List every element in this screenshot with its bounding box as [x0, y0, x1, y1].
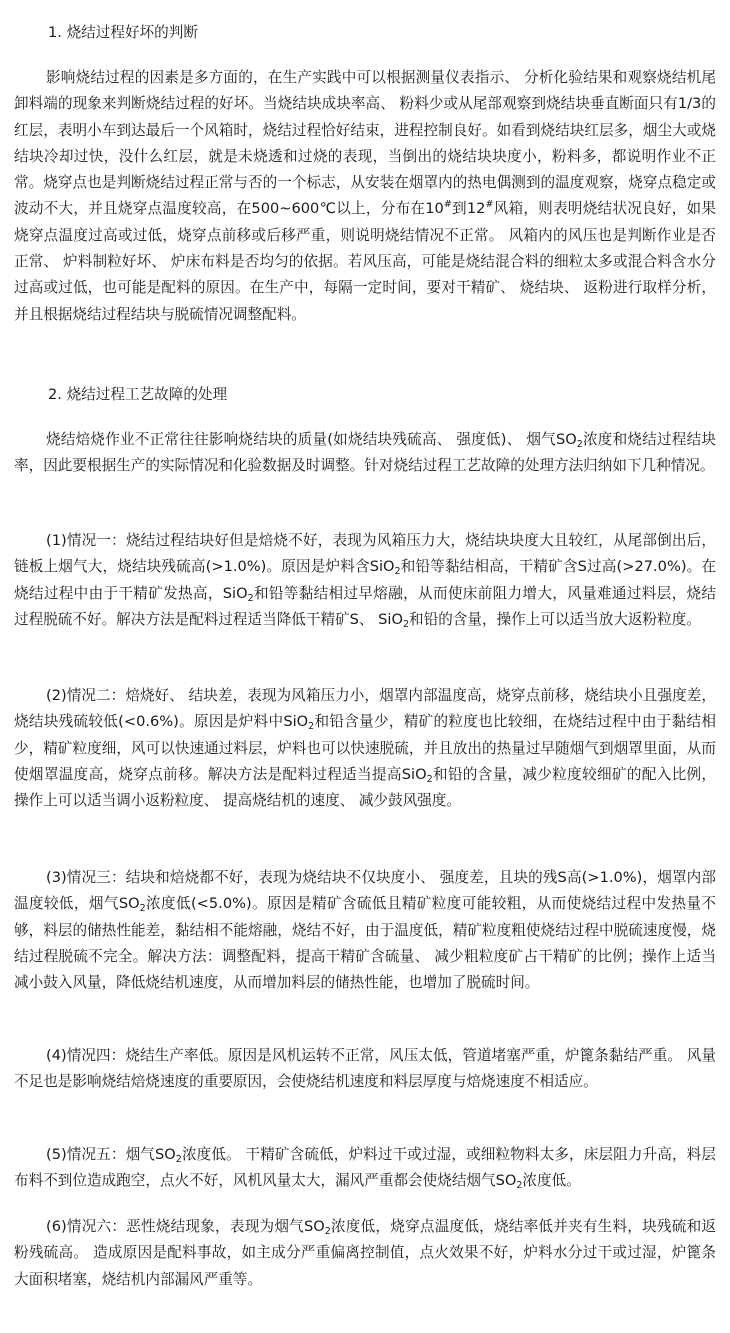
case3-paragraph: (3)情况三：结块和焙烧都不好，表现为烧结块不仅块度小、 强度差，且块的残S高(>1.0%)，烟罩内部温度较低，烟气$SO_2$浓度低(<5.0%)。原因是精矿含硫低且精矿粒度可能较粗，从而使烧结过程中发热量不够，料层的储热性能差，黏结相不能熔融，烧结不好，由于温度低，精矿粒度粗使烧结过程中脱硫速度慢，烧结过程脱硫不完全。解决方法：调整配料，提高干精矿含硫量、 减少粗粒度矿占干精矿的比例；操作上适当减小鼓入风量，降低烧结机速度，从而增加料层的储热性能，也增加了脱硫时间。	[14, 869, 716, 992]
case2-paragraph: (2)情况二：焙烧好、 结块差，表现为风箱压力小，烟罩内部温度高，烧穿点前移，烧结块小且强度差，烧结块残硫较低(<0.6%)。原因是炉料中SiO$_2$和铅含量少，精矿的粒度也比较细，在烧结过程中由于黏结相少，精矿粒度细，风可以快速通过料层，炉料也可以快速脱硫，并且放出的热量过早随烟气到烟罩里面，从而使烟罩温度高，烧穿点前移。解决方法是配料过程适当提高SiO$_2$和铅的含量，减少粒度较细矿的配入比例，操作上可以适当调小返粉粒度、 提高烧结机的速度、 减少鼓风强度。	[14, 687, 716, 810]
section1-paragraph: 影响烧结过程的因素是多方面的，在生产实践中可以根据测量仪表指示、 分析化验结果和观察烧结机尾卸料端的现象来判断烧结过程的好坏。当烧结块成块率高、 粉料少或从尾部观察到烧结块垂直断面只有1/3的红层，表明小车到达最后一个风箱时，烧结过程恰好结束，进程控制良好。如看到烧结块红层多，烟尘大或烧结块冷却过快，没什么红层，就是未烧透和过烧的表现，当倒出的烧结块块度小，粉料多，都说明作业不正常。烧穿点也是判断烧结过程正常与否的一个标志，从安装在烟罩内的热电偶测到的温度观察，烧穿点稳定或波动不大，并且烧穿点温度较高，在500~600℃以上，分布在10#到12#风箱，则表明烧结状况良好，如果烧穿点温度过高或过低，烧穿点前移或后移严重，则说明烧结情况不正常。 风箱内的风压也是判断作业是否正常、 炉料制粒好坏、 炉床布料是否均匀的依据。若风压高，可能是烧结混合料的细粒太多或混合料含水分过高或过低，也可能是配料的原因。在生产中，每隔一定时间，要对干精矿、 烧结块、 返粉进行取样分析，并且根据烧结过程结块与脱硫情况调整配料。	[14, 69, 716, 323]
case6-paragraph: (6)情况六：恶性烧结现象，表现为烟气$SO_2$浓度低，烧穿点温度低，烧结率低并夹有生料，块残硫和返粉残硫高。 造成原因是配料事故，如主成分严重偏离控制值，点火效果不好，炉料水分过干或过湿，炉篦条大面积堵塞，烧结机内部漏风严重等。	[14, 1218, 716, 1288]
case4-paragraph: (4)情况四：烧结生产率低。原因是风机运转不正常，风压太低，管道堵塞严重，炉篦条黏结严重。 风量不足也是影响烧结焙烧速度的重要原因，会使烧结机速度和料层厚度与焙烧速度不相适应。	[14, 1047, 716, 1091]
case5-paragraph: (5)情况五：烟气$SO_2$浓度低。 干精矿含硫低，炉料过干或过湿，或细粒物料太多，床层阻力升高，料层布料不到位造成跑空，点火不好，风机风量太大，漏风严重都会使烧结烟气$SO_2$浓度低。	[14, 1146, 716, 1192]
section2-intro: 烧结焙烧作业不正常往往影响烧结块的质量(如烧结块残硫高、 强度低)、 烟气$SO_2$浓度和烧结过程结块率，因此要根据生产的实际情况和化验数据及时调整。针对烧结过程工艺故障的处理方法归纳如下几种情况。	[14, 431, 716, 475]
case1-paragraph: (1)情况一：烧结过程结块好但是焙烧不好，表现为风箱压力大，烧结块块度大且较红，从尾部倒出后，链板上烟气大，烧结块残硫高(>1.0%)。原因是炉料含SiO$_2$和铅等黏结相高，干精矿含S过高(>27.0%)。在烧结过程中由于干精矿发热高，SiO$_2$和铅等黏结相过早熔融，从而使床前阻力增大，风量难通过料层，烧结过程脱硫不好。解决方法是配料过程适当降低干精矿S、 SiO$_2$和铅的含量，操作上可以适当放大返粉粒度。	[14, 532, 716, 630]
section2-heading: 2. 烧结过程工艺故障的处理	[48, 386, 228, 403]
section1-heading: 1. 烧结过程好坏的判断	[48, 24, 198, 41]
